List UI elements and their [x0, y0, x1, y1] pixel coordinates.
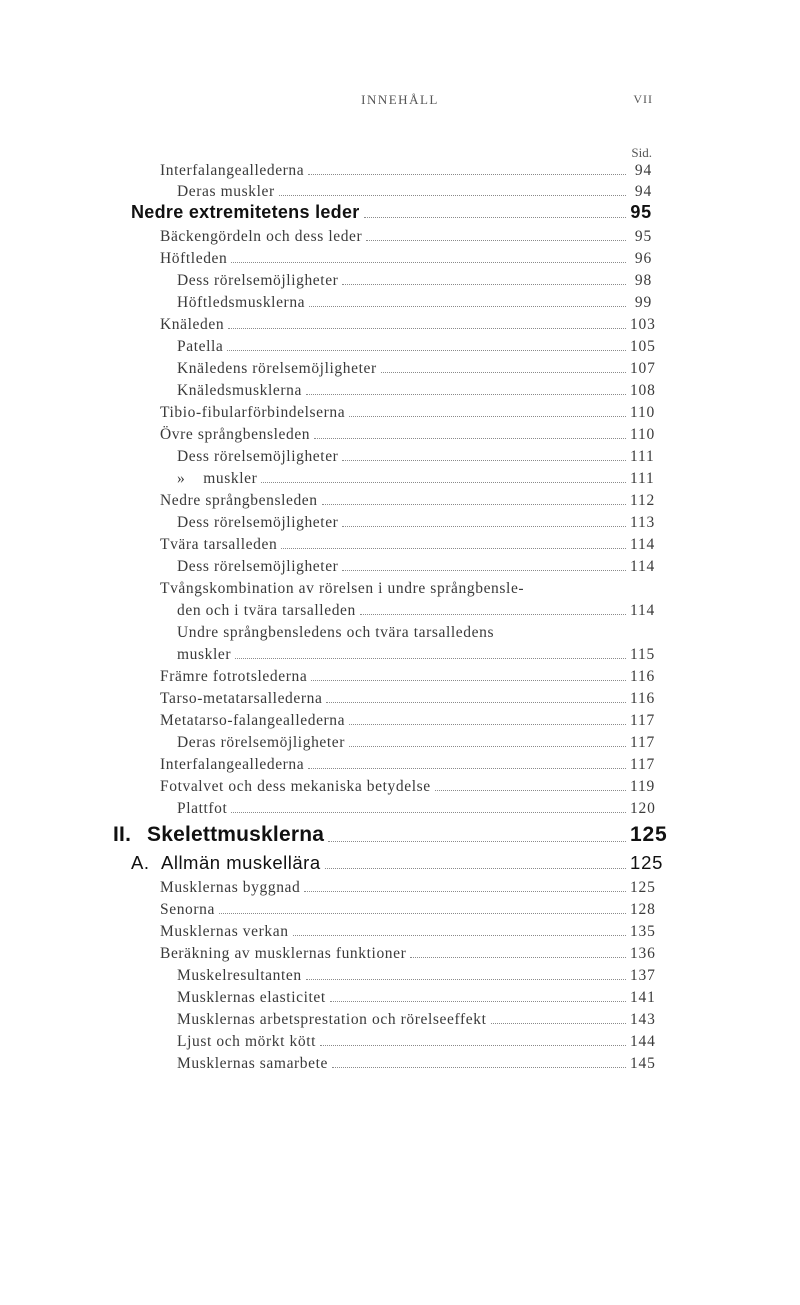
part-number: II. [113, 823, 132, 846]
toc-entry-label: Allmän muskellära [161, 852, 321, 873]
page-number: VII [633, 92, 653, 106]
toc-entry-label: Muskelresultanten [177, 967, 302, 984]
toc-entry [160, 901, 656, 919]
toc-entry-label: Interfalangeallederna [160, 756, 305, 773]
toc-entry [160, 580, 652, 598]
dot-leader [528, 592, 626, 593]
toc-entry-page: 116 [630, 668, 656, 685]
toc-entry [177, 183, 652, 201]
dot-leader [293, 934, 626, 936]
toc-entry [160, 316, 656, 334]
toc-entry [177, 360, 656, 378]
dot-leader [306, 393, 626, 395]
toc-entry-page: 137 [630, 967, 656, 984]
page-column-label: Sid. [631, 145, 652, 160]
dot-leader [328, 840, 626, 842]
toc-entry-label: Höftleden [160, 250, 228, 267]
toc-entry [160, 536, 656, 554]
toc-entry [160, 668, 656, 686]
dot-leader [306, 978, 626, 980]
toc-entry [177, 1011, 656, 1029]
toc-entry-page: 117 [630, 756, 656, 773]
toc-entry [160, 945, 656, 963]
dot-leader [381, 371, 626, 373]
toc-entry-page: 99 [634, 294, 652, 311]
toc-entry-page: 128 [630, 901, 656, 918]
toc-entry [177, 448, 655, 466]
toc-entry-page: 113 [630, 514, 656, 531]
toc-section-heading [131, 202, 652, 223]
toc-entry [177, 382, 656, 400]
toc-entry-page: 110 [630, 426, 656, 443]
toc-entry-label: Dess rörelsemöjligheter [177, 558, 339, 575]
toc-entry-label: Tarso-metatarsallederna [160, 690, 323, 707]
toc-entry-label: Övre språngbensleden [160, 426, 311, 443]
toc-entry-label: Dess rörelsemöjligheter [177, 448, 339, 465]
dot-leader [311, 679, 626, 681]
dot-leader [309, 305, 626, 307]
toc-entry-label: Deras rörelsemöjligheter [177, 734, 346, 751]
toc-entry-page: 110 [630, 404, 656, 421]
toc-entry [160, 492, 656, 510]
dot-leader [326, 701, 626, 703]
toc-entry-label: Fotvalvet och dess mekaniska betydelse [160, 778, 431, 795]
toc-entry-page: 143 [630, 1011, 656, 1028]
toc-entry-page: 103 [630, 316, 656, 333]
toc-entry-page: 114 [630, 558, 656, 575]
toc-entry-page: 112 [630, 492, 656, 509]
toc-entry-page: 136 [630, 945, 656, 962]
toc-entry-label: Musklernas elasticitet [177, 989, 326, 1006]
toc-entry-page: 105 [630, 338, 656, 355]
dot-leader [279, 194, 626, 196]
toc-entry-page: 107 [630, 360, 656, 377]
toc-entry-page: 116 [630, 690, 656, 707]
dot-leader [349, 723, 626, 725]
toc-entry-page: 135 [630, 923, 656, 940]
toc-entry-label: Knäleden [160, 316, 225, 333]
toc-entry-page: 115 [630, 646, 656, 663]
toc-entry [160, 426, 656, 444]
toc-entry-label: Interfalangeallederna [160, 162, 305, 179]
toc-entry-label: Musklernas arbetsprestation och rörelseeffekt [177, 1011, 487, 1028]
toc-entry-page: 114 [630, 602, 656, 619]
dot-leader [491, 1022, 627, 1024]
toc-entry [177, 294, 652, 312]
dot-leader [332, 1066, 626, 1068]
dot-leader [325, 867, 626, 869]
dot-leader [314, 437, 626, 439]
dot-leader [364, 216, 626, 218]
dot-leader [219, 912, 626, 914]
toc-entry-page: 98 [634, 272, 652, 289]
toc-entry-label: Nedre språngbensleden [160, 492, 318, 509]
toc-entry-page: 94 [634, 183, 652, 200]
dot-leader [366, 239, 626, 241]
dot-leader [330, 1000, 626, 1002]
dot-leader [235, 657, 626, 659]
toc-entry [177, 1055, 656, 1073]
dot-leader [498, 636, 626, 637]
toc-entry-page: 95 [634, 228, 652, 245]
toc-entry-label: Knäledsmusklerna [177, 382, 302, 399]
toc-entry-label: Ljust och mörkt kött [177, 1033, 317, 1050]
toc-entry [177, 558, 656, 576]
toc-entry [160, 228, 652, 246]
toc-entry-page: 125 [630, 879, 656, 896]
toc-entry-label: Plattfot [177, 800, 228, 817]
toc-entry-label: » muskler [177, 470, 258, 487]
dot-leader [308, 767, 626, 769]
dot-leader [228, 327, 626, 329]
toc-entry-label: Bäckengördeln och dess leder [160, 228, 363, 245]
toc-entry-page: 94 [634, 162, 652, 179]
toc-entry-label: Knäledens rörelsemöjligheter [177, 360, 377, 377]
dot-leader [435, 789, 626, 791]
dot-leader [261, 481, 626, 483]
dot-leader [231, 261, 626, 263]
toc-entry-label: Deras muskler [177, 183, 275, 200]
toc-entry [177, 470, 655, 488]
toc-entry [177, 624, 652, 642]
toc-entry [177, 967, 656, 985]
toc-entry-page: 111 [630, 470, 655, 487]
toc-entry [160, 690, 656, 708]
toc-entry [177, 734, 656, 752]
dot-leader [227, 349, 626, 351]
toc-entry-label: Tvära tarsalleden [160, 536, 278, 553]
toc-entry [160, 756, 656, 774]
toc-entry [177, 272, 652, 290]
dot-leader [349, 745, 626, 747]
toc-entry [160, 162, 652, 180]
toc-entry-label: Främre fotrotslederna [160, 668, 308, 685]
toc-entry [160, 712, 656, 730]
toc-entry-label: Tibio-fibularförbindelserna [160, 404, 346, 421]
toc-entry-label: Senorna [160, 901, 215, 918]
dot-leader [281, 547, 626, 549]
page-header [0, 92, 800, 112]
toc-entry-page: 114 [630, 536, 656, 553]
dot-leader [231, 811, 626, 813]
toc-entry-label: den och i tvära tarsalleden [177, 602, 356, 619]
toc-part-heading [113, 823, 668, 847]
dot-leader [304, 890, 626, 892]
toc-entry-label: Musklernas samarbete [177, 1055, 329, 1072]
dot-leader [349, 415, 626, 417]
toc-entry-label: Nedre extremitetens leder [131, 202, 360, 222]
toc-entry [177, 800, 656, 818]
toc-section-heading [131, 852, 664, 874]
toc-entry-label: Musklernas verkan [160, 923, 289, 940]
toc-entry-label: Beräkning av musklernas funktioner [160, 945, 407, 962]
toc-entry-page: 108 [630, 382, 656, 399]
toc-entry-page: 117 [630, 712, 656, 729]
toc-entry-page: 125 [630, 823, 668, 846]
dot-leader [410, 956, 626, 958]
toc-entry-label: Skelettmusklerna [147, 823, 325, 846]
dot-leader [342, 525, 626, 527]
toc-entry-page: 117 [630, 734, 656, 751]
toc-entry [177, 602, 656, 620]
dot-leader [342, 569, 626, 571]
dot-leader [342, 459, 626, 461]
toc-entry [177, 338, 656, 356]
toc-entry-page: 120 [630, 800, 656, 817]
dot-leader [308, 173, 626, 175]
toc-entry-page: 145 [630, 1055, 656, 1072]
toc-entry-page: 144 [630, 1033, 656, 1050]
toc-entry [177, 1033, 656, 1051]
toc-entry-page: 119 [630, 778, 656, 795]
toc-entry [160, 923, 656, 941]
toc-entry-label: Dess rörelsemöjligheter [177, 272, 339, 289]
toc-entry-page: 111 [630, 448, 655, 465]
running-title: INNEHÅLL [361, 92, 439, 107]
toc-entry-label: Dess rörelsemöjligheter [177, 514, 339, 531]
toc-entry [160, 778, 656, 796]
toc-entry [177, 989, 656, 1007]
dot-leader [360, 613, 626, 615]
section-letter: A. [131, 852, 150, 873]
toc-entry-label: Musklernas byggnad [160, 879, 301, 896]
toc-entry [177, 646, 656, 664]
toc-entry [177, 514, 656, 532]
toc-entry [160, 250, 652, 268]
dot-leader [342, 283, 626, 285]
toc-entry-label: muskler [177, 646, 232, 663]
toc-entry-label: Patella [177, 338, 224, 355]
dot-leader [322, 503, 626, 505]
toc-entry-label: Metatarso-falangeallederna [160, 712, 346, 729]
toc-entry-page: 141 [630, 989, 656, 1006]
toc-entry [160, 404, 656, 422]
toc-entry [160, 879, 656, 897]
dot-leader [320, 1044, 626, 1046]
toc-entry-page: 96 [634, 250, 652, 267]
toc-entry-label: Tvångskombination av rörelsen i undre språngbensle- [160, 580, 525, 597]
toc-entry-label: Höftledsmusklerna [177, 294, 306, 311]
toc-entry-label: Undre språngbensledens och tvära tarsalledens [177, 624, 495, 641]
toc-entry-page: 125 [630, 852, 664, 873]
toc-entry-page: 95 [630, 202, 652, 222]
